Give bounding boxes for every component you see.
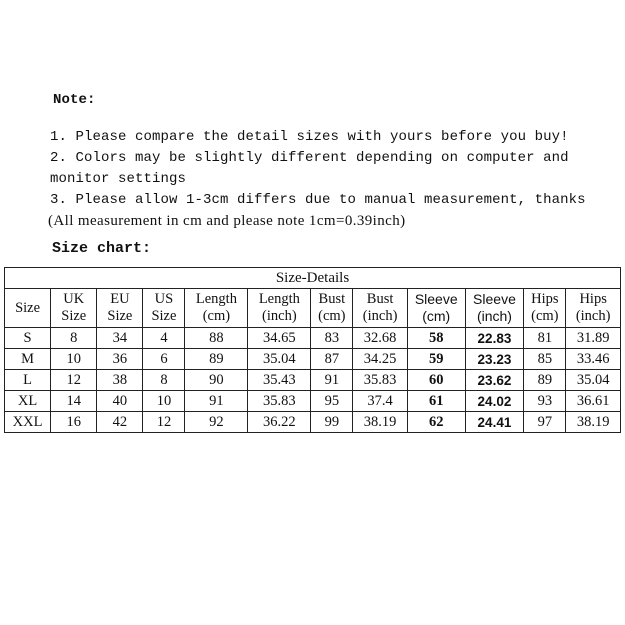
table-cell-hips-cm: 81 <box>524 328 566 349</box>
column-header-part: (cm) <box>422 308 451 324</box>
column-header-part: Sleeve <box>414 291 458 307</box>
column-header-eu-size <box>97 289 143 328</box>
table-row <box>5 370 621 391</box>
table-cell-hips-cm: 89 <box>524 370 566 391</box>
table-cell-bust-inch: 35.83 <box>353 370 408 391</box>
note-line-allowance: 3. Please allow 1-3cm differs due to manual measurement, thanks <box>50 192 586 208</box>
table-caption-row <box>5 268 621 289</box>
table-cell-uk-size: 14 <box>51 391 97 412</box>
table-cell-hips-inch: 33.46 <box>566 349 621 370</box>
table-cell-length-inch: 34.65 <box>248 328 311 349</box>
column-header-part: Length <box>195 291 237 307</box>
table-cell-sleeve-cm: 59 <box>407 349 465 370</box>
column-header-hips-inch <box>566 289 621 328</box>
column-header-part: (inch) <box>575 308 611 324</box>
table-cell-eu-size: 38 <box>97 370 143 391</box>
table-cell-sleeve-inch: 22.83 <box>465 328 524 349</box>
table-cell-length-cm: 91 <box>185 391 248 412</box>
column-header-hips-cm <box>524 289 566 328</box>
table-cell-hips-inch: 35.04 <box>566 370 621 391</box>
table-cell-us-size: 8 <box>143 370 185 391</box>
table-cell-bust-cm: 99 <box>311 412 353 433</box>
table-row <box>5 391 621 412</box>
table-cell-sleeve-inch: 23.23 <box>465 349 524 370</box>
table-cell-us-size: 6 <box>143 349 185 370</box>
column-header-size <box>5 289 51 328</box>
table-caption: Size-Details <box>5 268 621 289</box>
table-cell-hips-inch: 31.89 <box>566 328 621 349</box>
table-cell-size: M <box>5 349 51 370</box>
column-header-us-size <box>143 289 185 328</box>
size-chart-title: Size chart: <box>52 240 152 257</box>
column-header-part: Size <box>151 308 177 324</box>
table-row <box>5 328 621 349</box>
note-line-colors: 2. Colors may be slightly different depending on computer and <box>50 150 569 166</box>
column-header-part: Bust <box>366 291 394 307</box>
table-cell-sleeve-inch: 24.41 <box>465 412 524 433</box>
table-cell-eu-size: 34 <box>97 328 143 349</box>
note-line-compare: 1. Please compare the detail sizes with yours before you buy! <box>50 129 569 145</box>
table-cell-sleeve-inch: 23.62 <box>465 370 524 391</box>
table-cell-sleeve-cm: 61 <box>407 391 465 412</box>
table-cell-length-cm: 90 <box>185 370 248 391</box>
table-cell-sleeve-inch: 24.02 <box>465 391 524 412</box>
table-cell-bust-inch: 34.25 <box>353 349 408 370</box>
column-header-part: US <box>154 291 174 307</box>
table-header-row <box>5 289 621 328</box>
column-header-part: Size <box>61 308 87 324</box>
note-line-measurement: (All measurement in cm and please note 1cm=0.39inch) <box>48 213 406 229</box>
column-header-sleeve-inch <box>465 289 524 328</box>
column-header-part: Hips <box>531 291 559 307</box>
column-header-uk-size <box>51 289 97 328</box>
table-cell-sleeve-cm: 58 <box>407 328 465 349</box>
table-cell-eu-size: 42 <box>97 412 143 433</box>
table-cell-us-size: 4 <box>143 328 185 349</box>
column-header-part: (inch) <box>362 308 398 324</box>
column-header-length-inch <box>248 289 311 328</box>
table-cell-us-size: 12 <box>143 412 185 433</box>
table-cell-uk-size: 8 <box>51 328 97 349</box>
column-header-part: (inch) <box>476 308 512 324</box>
column-header-part: Hips <box>579 291 607 307</box>
note-line-monitor: monitor settings <box>50 171 187 187</box>
note-title: Note: <box>53 92 96 108</box>
table-cell-size: XXL <box>5 412 51 433</box>
table-cell-uk-size: 10 <box>51 349 97 370</box>
table-cell-size: L <box>5 370 51 391</box>
table-cell-bust-cm: 91 <box>311 370 353 391</box>
table-cell-sleeve-cm: 60 <box>407 370 465 391</box>
table-cell-bust-inch: 38.19 <box>353 412 408 433</box>
table-cell-bust-inch: 32.68 <box>353 328 408 349</box>
column-header-part: EU <box>110 291 130 307</box>
note-section <box>50 90 615 232</box>
table-cell-eu-size: 36 <box>97 349 143 370</box>
table-cell-hips-cm: 93 <box>524 391 566 412</box>
column-header-length-cm <box>185 289 248 328</box>
table-cell-bust-cm: 83 <box>311 328 353 349</box>
table-row <box>5 349 621 370</box>
table-cell-eu-size: 40 <box>97 391 143 412</box>
table-cell-hips-cm: 85 <box>524 349 566 370</box>
table-cell-length-inch: 35.83 <box>248 391 311 412</box>
table-cell-bust-cm: 95 <box>311 391 353 412</box>
table-row <box>5 412 621 433</box>
table-cell-length-cm: 92 <box>185 412 248 433</box>
table-cell-hips-inch: 36.61 <box>566 391 621 412</box>
table-cell-length-inch: 36.22 <box>248 412 311 433</box>
table-cell-hips-cm: 97 <box>524 412 566 433</box>
column-header-sleeve-cm <box>407 289 465 328</box>
table-cell-sleeve-cm: 62 <box>407 412 465 433</box>
column-header-bust-cm <box>311 289 353 328</box>
table-cell-us-size: 10 <box>143 391 185 412</box>
column-header-part: (inch) <box>262 308 297 324</box>
table-cell-uk-size: 16 <box>51 412 97 433</box>
table-cell-size: S <box>5 328 51 349</box>
column-header-part: Size <box>15 299 41 316</box>
table-cell-bust-inch: 37.4 <box>353 391 408 412</box>
column-header-part: (cm) <box>202 308 231 324</box>
column-header-part: (cm) <box>318 308 346 324</box>
table-cell-hips-inch: 38.19 <box>566 412 621 433</box>
table-cell-length-inch: 35.43 <box>248 370 311 391</box>
size-table <box>4 267 621 433</box>
column-header-part: Sleeve <box>473 291 516 307</box>
column-header-part: Bust <box>318 291 346 307</box>
table-cell-bust-cm: 87 <box>311 349 353 370</box>
column-header-part: Length <box>258 291 300 307</box>
column-header-part: UK <box>63 291 85 307</box>
table-cell-length-inch: 35.04 <box>248 349 311 370</box>
table-cell-length-cm: 88 <box>185 328 248 349</box>
column-header-part: (cm) <box>531 308 559 324</box>
table-cell-size: XL <box>5 391 51 412</box>
column-header-part: Size <box>107 308 133 324</box>
table-cell-length-cm: 89 <box>185 349 248 370</box>
table-body <box>5 328 621 433</box>
table-cell-uk-size: 12 <box>51 370 97 391</box>
column-header-bust-inch <box>353 289 408 328</box>
